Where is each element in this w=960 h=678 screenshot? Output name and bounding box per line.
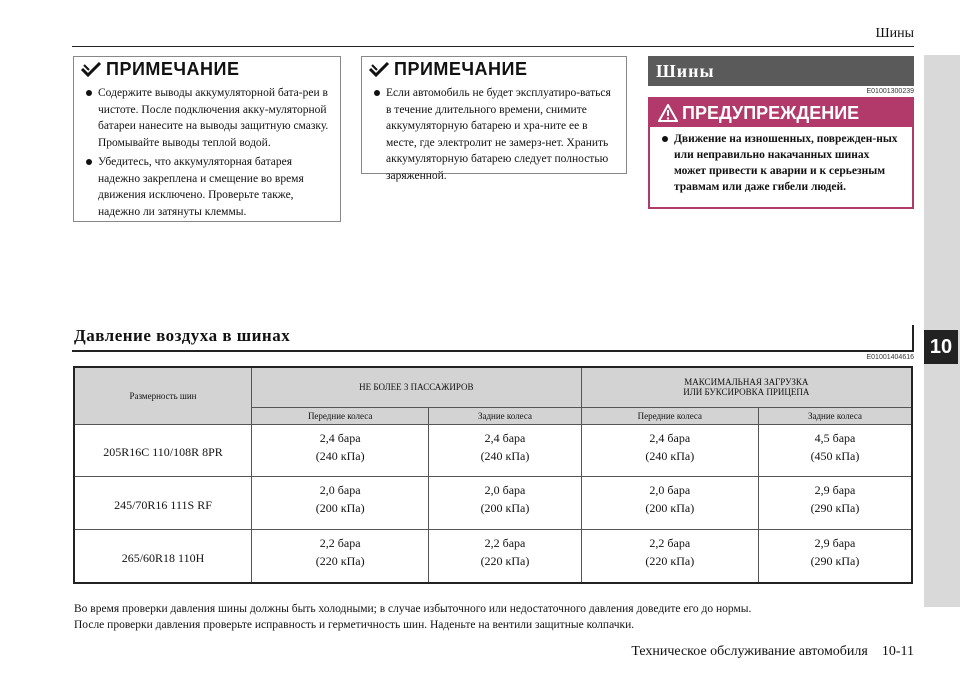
column-header-sub: Задние колеса bbox=[429, 407, 581, 424]
page-footer bbox=[631, 644, 914, 660]
column-header-group: НЕ БОЛЕЕ 3 ПАССАЖИРОВ bbox=[252, 367, 582, 407]
section-rule bbox=[72, 350, 914, 352]
column-header-group: МАКСИМАЛЬНАЯ ЗАГРУЗКА ИЛИ БУКСИРОВКА ПРИЦЕПА bbox=[581, 367, 912, 407]
footnote: Во время проверки давления шины должны быть холодными; в случае избыточного или недостаточного давления доведите его до нормы. После проверки давления проверьте исправность и герметичность шин. Наденьте на вентили защитные колпачки. bbox=[74, 603, 752, 631]
page-header-title: Шины bbox=[875, 26, 914, 41]
note-box-2 bbox=[361, 56, 627, 182]
warning-header bbox=[650, 99, 912, 127]
section-title-tires: Шины bbox=[648, 56, 914, 86]
column-header-sub: Передние колеса bbox=[252, 407, 429, 424]
warning-box bbox=[648, 97, 914, 209]
pencil-check-icon bbox=[80, 61, 102, 77]
section-code: E01001404616 bbox=[866, 354, 914, 361]
table-cell: 2,2 бара (220 кПа) bbox=[429, 530, 581, 583]
note-header bbox=[362, 57, 626, 81]
note-header bbox=[74, 57, 340, 81]
list-item: Движение на изношенных, поврежден-ных или неправильно накачанных шинах может привести к аварии и к серьезным травмам или даже гибели людей. bbox=[658, 131, 904, 195]
warning-triangle-icon bbox=[658, 104, 678, 122]
column-header-sub: Задние колеса bbox=[758, 407, 912, 424]
table-cell: 2,9 бара (290 кПа) bbox=[758, 530, 912, 583]
table-cell: 2,4 бара (240 кПа) bbox=[581, 424, 758, 477]
list-item: Содержите выводы аккумуляторной бата-реи в чистоте. После подключения акку-муляторной батареи нанесите на выводы защитную смазку. Промывайте выводы теплой водой. bbox=[82, 85, 332, 151]
table-cell: 2,2 бара (220 кПа) bbox=[252, 530, 429, 583]
table-cell: 4,5 бара (450 кПа) bbox=[758, 424, 912, 477]
tire-pressure-table bbox=[73, 366, 913, 584]
list-item: Если автомобиль не будет эксплуатиро-ваться в течение длительного времени, снимите аккумуляторную батарею и хра-ните ее в месте, где электролит не замерз-нет. Хранить аккумуляторную батарею следует полностью заряженной. bbox=[370, 85, 618, 184]
section-code: E01001300239 bbox=[866, 88, 914, 95]
note-title: ПРИМЕЧАНИЕ bbox=[394, 58, 528, 79]
footer-text: Техническое обслуживание автомобиля bbox=[631, 644, 868, 659]
table-cell: 2,4 бара (240 кПа) bbox=[429, 424, 581, 477]
chapter-number-badge: 10 bbox=[924, 330, 958, 364]
table-cell: 2,2 бара (220 кПа) bbox=[581, 530, 758, 583]
table-cell: 2,0 бара (200 кПа) bbox=[581, 477, 758, 530]
header-rule bbox=[72, 46, 914, 47]
list-item: Убедитесь, что аккумуляторная батарея надежно закреплена и смещение во время движения исключено. Проверьте также, надежно ли затянуты клеммы. bbox=[82, 154, 332, 220]
section-rule-vertical bbox=[912, 325, 914, 350]
section-title-pressure: Давление воздуха в шинах bbox=[74, 326, 291, 345]
pencil-check-icon bbox=[368, 61, 390, 77]
column-header-size: Размерность шин bbox=[74, 367, 252, 424]
table-cell: 2,9 бара (290 кПа) bbox=[758, 477, 912, 530]
table-row bbox=[74, 477, 912, 530]
table-cell-size: 245/70R16 111S RF bbox=[74, 477, 252, 530]
table-cell-size: 265/60R18 110H bbox=[74, 530, 252, 583]
table-cell: 2,0 бара (200 кПа) bbox=[429, 477, 581, 530]
table-cell: 2,0 бара (200 кПа) bbox=[252, 477, 429, 530]
warning-title: ПРЕДУПРЕЖДЕНИЕ bbox=[682, 102, 860, 123]
table-row bbox=[74, 424, 912, 477]
table-row bbox=[74, 530, 912, 583]
table-cell-size: 205R16C 110/108R 8PR bbox=[74, 424, 252, 477]
page-number: 10-11 bbox=[881, 644, 914, 659]
note-title: ПРИМЕЧАНИЕ bbox=[106, 58, 240, 79]
table-cell: 2,4 бара (240 кПа) bbox=[252, 424, 429, 477]
note-box-1 bbox=[73, 56, 341, 222]
column-header-sub: Передние колеса bbox=[581, 407, 758, 424]
